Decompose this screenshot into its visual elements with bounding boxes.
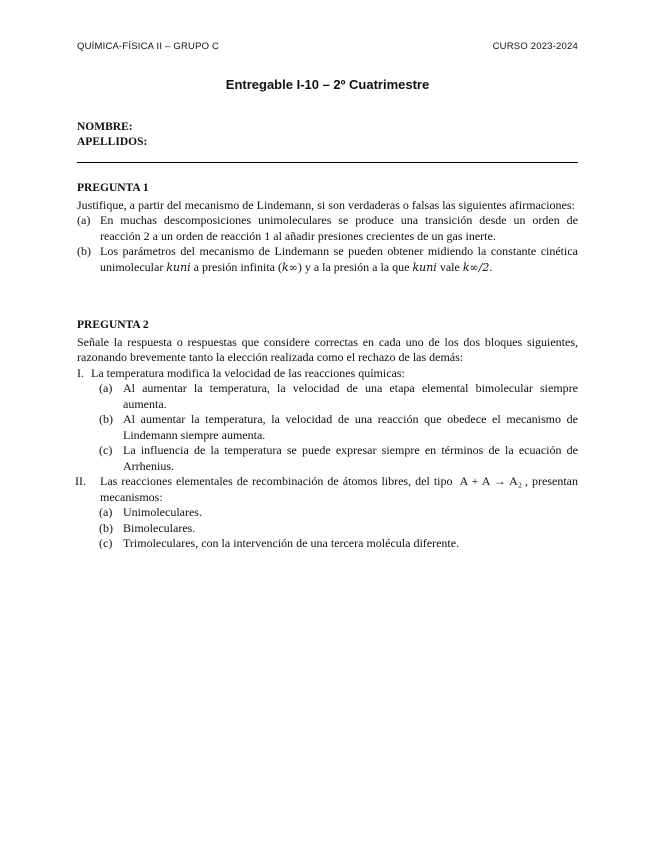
k-uni-symbol: kuni	[412, 260, 437, 274]
header-course-group: QUÍMICA-FÍSICA II – GRUPO C	[77, 41, 220, 52]
block-II	[77, 474, 578, 505]
block-I-item-b	[77, 412, 578, 443]
item-text: Unimoleculares.	[123, 505, 202, 519]
item-label: (a)	[77, 213, 91, 227]
item-label: (c)	[99, 443, 113, 457]
item-text-part: vale	[439, 259, 460, 274]
question-1-heading: PREGUNTA 1	[77, 182, 149, 194]
item-text-part: Los parámetros del mecanismo de Lindemann se pueden obtener midiendo la constante cinética unimolecular	[100, 244, 578, 274]
roman-label: II.	[75, 474, 86, 488]
question-1	[77, 181, 578, 275]
block-I-text: La temperatura modifica la velocidad de las reacciones químicas:	[91, 365, 405, 380]
block-II-text: Las reacciones elementales de recombinación de átomos libres, del tipo	[100, 474, 453, 488]
roman-label: I.	[77, 365, 84, 380]
item-label: (a)	[99, 505, 113, 519]
document-title: Entregable I-10 – 2º Cuatrimestre	[225, 77, 430, 92]
item-label: (b)	[99, 520, 113, 535]
item-text: En muchas descomposiciones unimoleculares se produce una transición desde un orden de reacción 2 a un orden de reacción 1 al añadir presiones crecientes de un gas inerte.	[100, 213, 578, 243]
item-text-part: ) y a la presión a la que	[297, 259, 410, 274]
item-text-part: a presión infinita (	[193, 259, 282, 274]
question-1-intro: Justifique, a partir del mecanismo de Lindemann, si son verdaderas o falsas las siguientes afirmaciones:	[77, 197, 575, 212]
item-text: Al aumentar la temperatura, la velocidad de una reacción que obedece el mecanismo de Lindemann siempre aumenta.	[123, 412, 578, 442]
header-academic-year: CURSO 2023-2024	[492, 41, 578, 52]
item-label: (b)	[99, 412, 113, 426]
k-infinity-half-symbol: k∞/2	[462, 260, 490, 274]
item-text-part: .	[489, 259, 493, 274]
nombre-field-label: NOMBRE:	[77, 121, 133, 133]
item-label: (b)	[77, 244, 91, 258]
separator-line	[77, 162, 578, 163]
item-label: (a)	[99, 381, 113, 395]
item-text: La influencia de la temperatura se puede expresar siempre en términos de la ecuación de Arrhenius.	[123, 443, 578, 473]
block-II-text-end: , presentan mecanismos:	[100, 474, 579, 504]
block-I-item-c	[77, 443, 578, 474]
item-label: (c)	[99, 536, 113, 550]
question-1-item-a	[77, 213, 578, 244]
block-II-item-b	[77, 521, 578, 537]
recombination-equation: A + A → A₂	[459, 474, 522, 488]
block-II-item-a	[77, 505, 578, 521]
k-infinity-symbol: k∞	[281, 260, 298, 274]
question-1-item-b	[77, 244, 578, 275]
question-2	[77, 318, 578, 552]
question-2-heading: PREGUNTA 2	[77, 319, 149, 331]
item-text: Trimoleculares, con la intervención de una tercera molécula diferente.	[123, 536, 460, 550]
item-text: Bimoleculares.	[123, 520, 196, 535]
item-text: Al aumentar la temperatura, la velocidad de una etapa elemental bimolecular siempre aumenta.	[123, 381, 578, 411]
block-I	[77, 366, 578, 382]
block-I-item-a	[77, 381, 578, 412]
k-uni-symbol: kuni	[166, 260, 191, 274]
question-2-intro: Señale la respuesta o respuestas que considere correctas en cada uno de los dos bloques siguientes, razonando brevemente tanto la elección realizada como el rechazo de las demás:	[77, 334, 578, 364]
apellidos-field-label: APELLIDOS:	[77, 136, 148, 148]
block-II-item-c	[77, 536, 578, 552]
